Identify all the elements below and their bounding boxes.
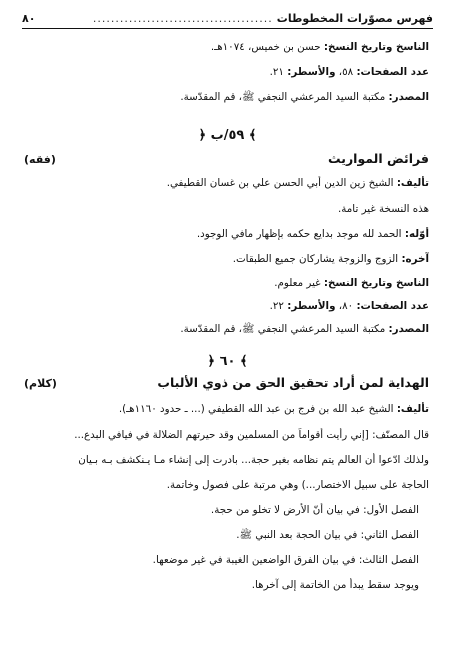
entry-title: الهداية لمن أراد تحقيق الحق من ذوي الألباب	[157, 375, 429, 390]
source-value: مكتبة السيد المرعشي النجفي ﷺ، قم المقدّسة.	[180, 323, 386, 335]
body-line: قال المصنّف: [إني رأيت أقواماً من المسلمين وقد حيرتهم الضلالة في فيافي البدع...	[74, 429, 429, 441]
author-line	[24, 176, 429, 190]
body-line: ولذلك ادّعوا أن العالم يتم نظامه بغير حجة... بادرت إلى إنشاء مـا يـنكشف بـه بـيان	[78, 454, 429, 466]
source-label: المصدر:	[388, 91, 429, 103]
entry-title-row	[24, 375, 429, 390]
author-value: الشيخ عبد الله بن فرج بن عبد الله القطيفي (... ـ حدود ١١٦٠هـ).	[118, 403, 394, 415]
page-number: ٨٠	[22, 11, 36, 25]
copyist-value: حسن بن خميس، ١٠٧٤هـ.	[210, 41, 321, 53]
prev-pages-line	[24, 65, 429, 79]
copyist-line	[24, 276, 429, 290]
entry-number: ﴿ ٥٩/ب ﴾	[198, 128, 257, 143]
author-label: تأليف:	[396, 403, 429, 415]
entry-subject: (فقه)	[24, 153, 56, 166]
entry-title-row	[24, 151, 429, 166]
author-label: تأليف:	[396, 177, 429, 189]
lines-label: والأسطر:	[287, 66, 336, 78]
lines-value: ٢١.	[269, 66, 284, 78]
header-dots: ........................................	[92, 11, 273, 25]
source-label: المصدر:	[388, 323, 429, 335]
pages-label: عدد الصفحات:	[356, 66, 429, 78]
entry-subject: (كلام)	[24, 377, 57, 390]
note-line: هذه النسخة غير تامة.	[338, 203, 429, 215]
source-line	[24, 322, 429, 336]
prev-copyist-line	[24, 40, 429, 54]
explicit-line	[24, 252, 429, 266]
entry-number: ﴿ ٦٠ ﴾	[207, 354, 248, 369]
header-rule	[22, 28, 433, 29]
lines-value: ٢٢.	[269, 300, 284, 312]
author-line	[24, 402, 429, 416]
running-title: فهرس مصوّرات المخطوطات	[276, 11, 433, 25]
pages-label: عدد الصفحات:	[356, 300, 429, 312]
pages-value: ٨٠،	[338, 300, 354, 312]
incipit-line	[24, 227, 429, 241]
chapter-line: الفصل الأول: في بيان أنّ الأرض لا تخلو من حجة.	[210, 504, 419, 516]
copyist-label: الناسخ وتاريخ النسخ:	[323, 41, 429, 53]
page-header	[22, 10, 433, 26]
closing-line: ويوجد سقط يبدأ من الخاتمة إلى آخرها.	[251, 579, 419, 591]
pages-line	[24, 299, 429, 313]
chapter-line: الفصل الثالث: في بيان الفرق الواضعين الغيبة في غير موضعها.	[152, 554, 419, 566]
explicit-value: الزوج والزوجة يشاركان جميع الطبقات.	[232, 253, 399, 265]
body-line: الحاجة على سبيل الاختصار...) وهي مرتبة على فصول وخاتمة.	[166, 479, 429, 491]
author-value: الشيخ زين الدين أبي الحسن علي بن غسان القطيفي.	[166, 177, 394, 189]
copyist-value: غير معلوم.	[274, 277, 321, 289]
incipit-label: أوّله:	[404, 228, 429, 240]
prev-source-line	[24, 90, 429, 104]
entry-title: فرائض المواريث	[328, 151, 429, 166]
chapter-line: الفصل الثاني: في بيان الحجة بعد النبي ﷺ.	[236, 529, 419, 541]
explicit-label: آخره:	[401, 253, 429, 265]
source-value: مكتبة السيد المرعشي النجفي ﷺ، قم المقدّسة.	[180, 91, 386, 103]
copyist-label: الناسخ وتاريخ النسخ:	[323, 277, 429, 289]
incipit-value: الحمد لله موجد بدايع حكمه بإظهار مافي الوجود.	[196, 228, 402, 240]
lines-label: والأسطر:	[287, 300, 336, 312]
pages-value: ٥٨،	[338, 66, 354, 78]
